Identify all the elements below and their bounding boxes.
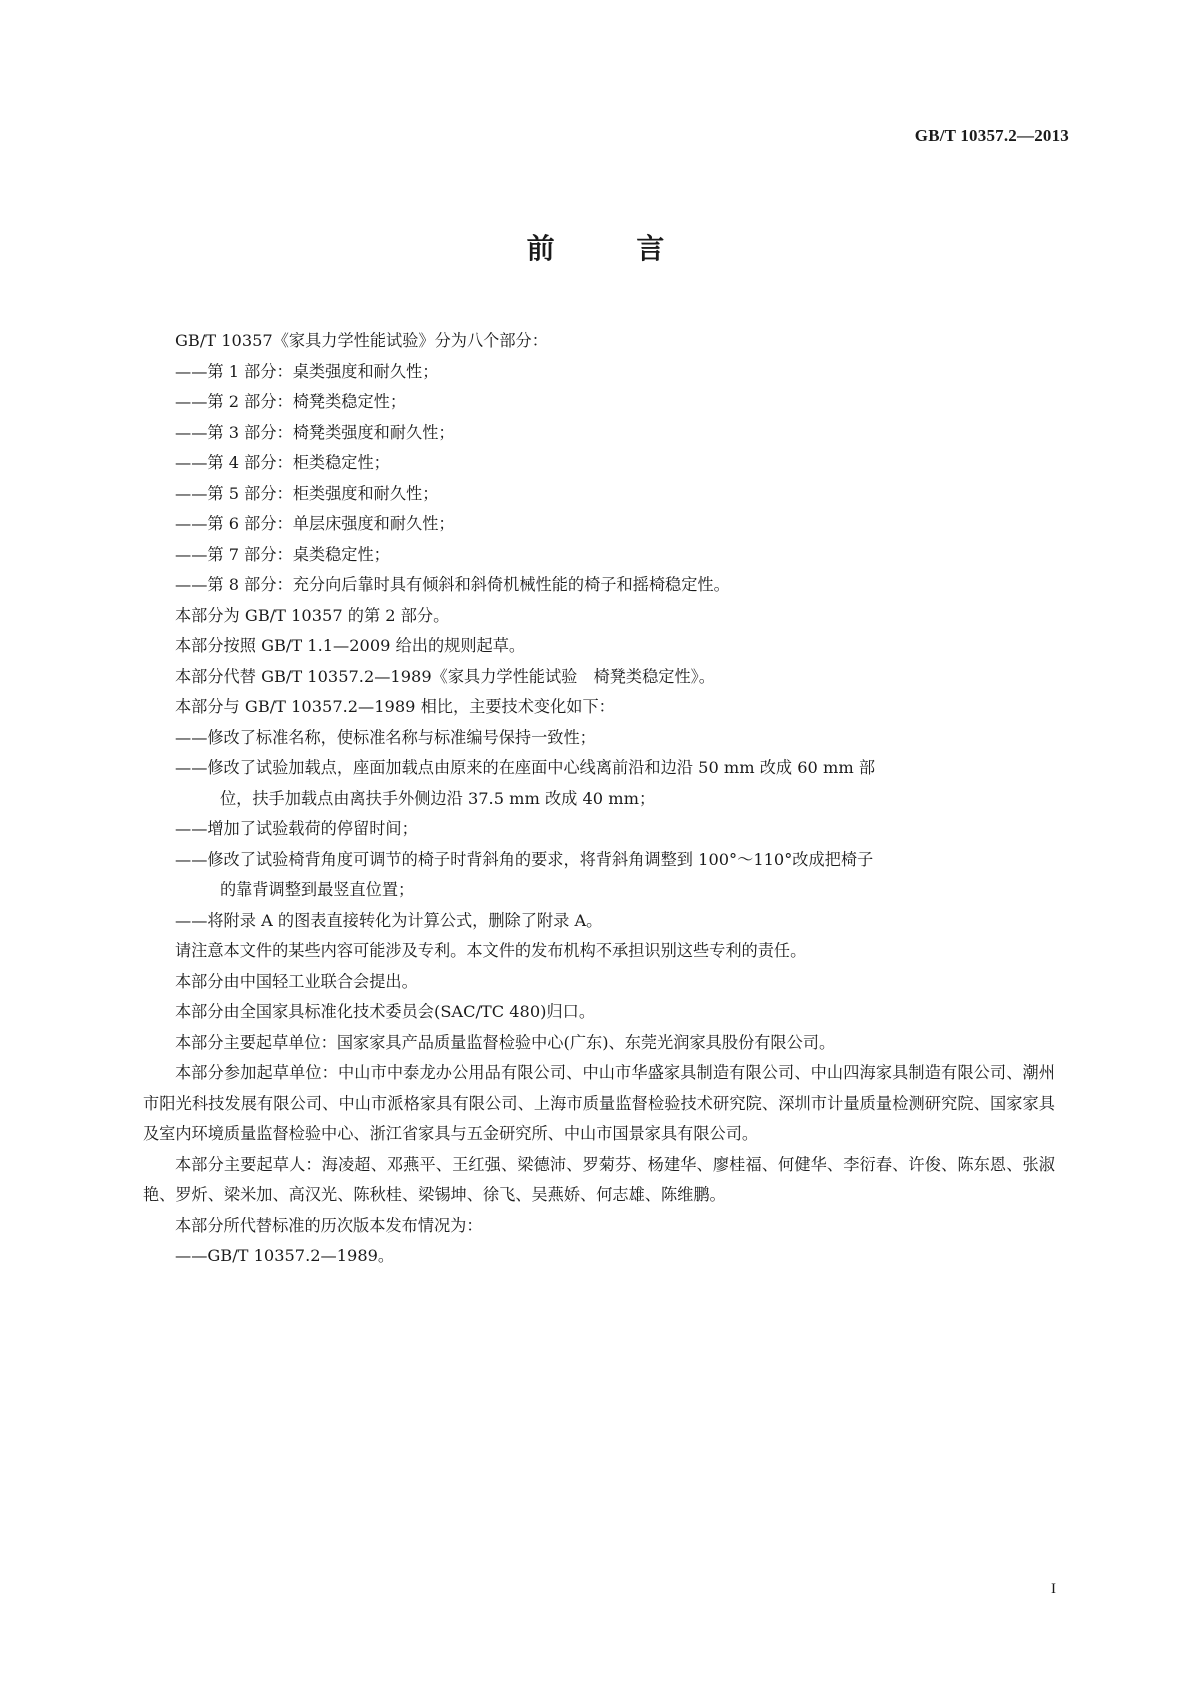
foreword-body xyxy=(143,326,1055,1272)
change-item-continuation: 的靠背调整到最竖直位置； xyxy=(220,880,415,899)
page-number: I xyxy=(1051,1581,1056,1597)
drafters-paragraph: 本部分主要起草人：海凌超、邓燕平、王红强、梁德沛、罗菊芬、杨建华、廖桂福、何健华、李衍春、许俊、陈东恩、张淑艳、罗炘、梁米加、高汉光、陈秋桂、梁锡坤、徐飞、吴燕娇、何志雄、陈维鹏。 xyxy=(143,1154,1055,1204)
change-item-continuation: 位，扶手加载点由离扶手外侧边沿 37.5 mm 改成 40 mm； xyxy=(220,788,656,808)
statement-line: 本部分按照 GB/T 1.1—2009 给出的规则起草。 xyxy=(175,636,526,655)
part-item: ——第 7 部分：桌类稳定性； xyxy=(175,544,390,564)
change-item: ——将附录 A 的图表直接转化为计算公式，删除了附录 A。 xyxy=(175,910,603,930)
change-item: ——修改了标准名称，使标准名称与标准编号保持一致性； xyxy=(175,727,596,747)
page-title: 前 言 xyxy=(526,232,701,265)
intro-line: GB/T 10357《家具力学性能试验》分为八个部分： xyxy=(175,331,548,350)
part-item: ——第 6 部分：单层床强度和耐久性； xyxy=(175,514,455,533)
statement-line: 本部分为 GB/T 10357 的第 2 部分。 xyxy=(175,605,450,625)
notice-line: 本部分主要起草单位：国家家具产品质量监督检验中心(广东)、东莞光润家具股份有限公司。 xyxy=(175,1032,836,1052)
notice-line: 请注意本文件的某些内容可能涉及专利。本文件的发布机构不承担识别这些专利的责任。 xyxy=(175,941,807,960)
part-item: ——第 8 部分：充分向后靠时具有倾斜和斜倚机械性能的椅子和摇椅稳定性。 xyxy=(175,575,730,594)
participants-paragraph: 本部分参加起草单位：中山市中泰龙办公用品有限公司、中山市华盛家具制造有限公司、中山四海家具制造有限公司、潮州市阳光科技发展有限公司、中山市派格家具有限公司、上海市质量监督检验技术研究院、深圳市计量质量检测研究院、国家家具及室内环境质量监督检验中心、浙江省家具与五金研究所、中山市国景家具有限公司。 xyxy=(143,1063,1055,1143)
part-item: ——第 4 部分：柜类稳定性； xyxy=(175,453,390,472)
statement-line: 本部分代替 GB/T 10357.2—1989《家具力学性能试验 椅凳类稳定性》。 xyxy=(175,666,715,686)
change-item: ——修改了试验加载点，座面加载点由原来的在座面中心线离前沿和边沿 50 mm 改成 60 mm 部 xyxy=(175,758,876,777)
history-intro: 本部分所代替标准的历次版本发布情况为： xyxy=(175,1215,483,1235)
part-item: ——第 2 部分：椅凳类稳定性； xyxy=(175,392,407,411)
notice-line: 本部分由中国轻工业联合会提出。 xyxy=(175,971,418,991)
part-item: ——第 1 部分：桌类强度和耐久性； xyxy=(175,361,439,381)
history-item: ——GB/T 10357.2—1989。 xyxy=(175,1246,395,1265)
statement-line: 本部分与 GB/T 10357.2—1989 相比，主要技术变化如下： xyxy=(175,697,615,716)
change-item: ——修改了试验椅背角度可调节的椅子时背斜角的要求，将背斜角调整到 100°～110°改成把椅子 xyxy=(175,849,874,869)
part-item: ——第 5 部分：柜类强度和耐久性； xyxy=(175,483,439,503)
change-item: ——增加了试验载荷的停留时间； xyxy=(175,819,418,838)
standard-code: GB/T 10357.2—2013 xyxy=(914,126,1069,145)
part-item: ——第 3 部分：椅凳类强度和耐久性； xyxy=(175,422,455,442)
notice-line: 本部分由全国家具标准化技术委员会(SAC/TC 480)归口。 xyxy=(175,1002,596,1021)
